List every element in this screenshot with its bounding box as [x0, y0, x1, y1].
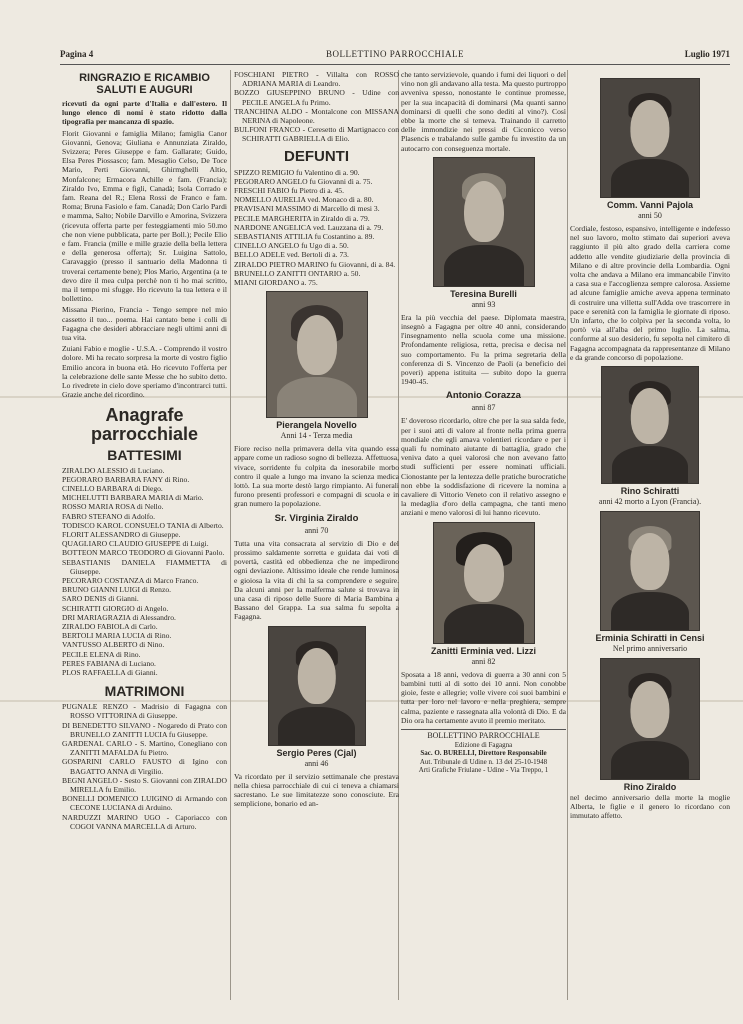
portrait-photo — [601, 366, 699, 484]
list-item: FOSCHIANI PIETRO - Villalta con ROSSO ADRIANA MARIA di Leandro. — [234, 70, 399, 89]
column-3 — [401, 70, 566, 1000]
list-item: QUAGLIARO CLAUDIO GIUSEPPE di Luigi. — [62, 539, 209, 549]
antonio-sub: anni 87 — [471, 403, 496, 413]
list-item: BOTTEON MARCO TEODORO di Giovanni Paolo. — [62, 548, 225, 558]
list-item: NARDUZZI MARINO UGO - Caporiacco con COGOI VANNA MARCELLA di Arturo. — [62, 812, 227, 831]
list-item: BELLO ADELE ved. Bertoli di a. 73. — [234, 250, 349, 260]
list-item: ZIRALDO FABIOLA di Carlo. — [62, 621, 158, 631]
list-item: BULFONI FRANCO - Ceresetto di Martignacco con SCHIRATTI GABRIELLA di Elio. — [234, 125, 399, 144]
list-item: TRANCHINA ALDO - Montalcone con MISSANA NERINA di Napoleone. — [234, 106, 399, 126]
list-item: FRESCHI FABIO fu Pietro di a. 45. — [234, 186, 344, 196]
teresina-text: Era la più vecchia del paese. Diplomata maestra, insegnò a Fagagna per oltre 40 anni, considerando l'insegnamento nella scuola come una missione. Profondamente religiosa, retta, precisa e decisa nel suo comportamento. Fu la prima segretaria della conferenza di S. Vincenzo de Paoli (a beneficio dei poveri) appena istituita — subito dopo la guerra 1940-45. — [401, 312, 566, 387]
battesimi-list — [62, 466, 227, 678]
rino-ziraldo-name: Rino Ziraldo — [623, 782, 677, 793]
list-item: GARDENAL CARLO - S. Martino, Conegliano con ZANITTI MAFALDA fu Pietro. — [62, 738, 227, 758]
photo-face — [630, 100, 669, 157]
virginia-name: Sr. Virginia Ziraldo — [274, 512, 359, 524]
pierangela-sub: Anni 14 - Terza media — [280, 431, 353, 441]
list-item: BONELLI DOMENICO LUIGINO di Armando con CECONE LUCIANA di Arduino. — [62, 794, 227, 813]
photo-face — [630, 533, 669, 590]
rino-schiratti-name: Rino Schiratti — [620, 486, 680, 497]
virginia-sub: anni 70 — [304, 525, 329, 535]
list-item: BERTOLI MARIA LUCIA di Rino. — [62, 631, 172, 641]
list-item: CINELLO BARBARA di Diego. — [62, 483, 163, 493]
photo-body — [277, 377, 357, 418]
list-item: PECILE ELENA di Rino. — [62, 649, 141, 659]
photo-face — [464, 544, 504, 602]
list-item: BOZZO GIUSEPPINO BRUNO - Udine con PECILE ANGELA fu Primo. — [234, 88, 399, 107]
teresina-sub: anni 93 — [471, 299, 496, 309]
portrait-photo — [266, 291, 368, 418]
teresina-name: Teresina Burelli — [450, 288, 517, 299]
pierangela-text: Fiore reciso nella primavera della vita quando essa appare come un radioso sogno di bellezza. Affettuosa, vivace, sorridente fu colpita da inesorabile morbo contro il quale a lungo ma invano la scienza medica lottò. La sua morte destò largo rimpianto. Ai funerali furono presenti professori e compagni di scuola e in gran numero la popolazione. — [234, 444, 399, 509]
list-item: NOMELLO AURELIA ved. Monaco di a. 80. — [234, 195, 374, 205]
ringrazio-para: Missana Pierino, Francia - Tengo sempre nel mio cassetto il tuo... poema. Hai cantato bene i colli di Fagagna che desideri abbracciare negli ultimi anni di tua vita. — [62, 305, 227, 343]
defunti-list — [234, 168, 399, 288]
header-rule — [60, 64, 730, 65]
photo-body — [611, 592, 689, 631]
list-item: DRI MARIAGRAZIA di Alessandro. — [62, 612, 176, 622]
portrait-photo — [600, 78, 700, 198]
photo-body — [611, 159, 689, 198]
header-page-number: Pagina 4 — [60, 49, 94, 59]
sergio-text: Va ricordato per il servizio settimanale che prestava nella chiesa parrocchiale di cui ci teneva a chiamarsi sacrestano. Le sue limitatezze sono conosciute. Era semplicione, bonario ed an- — [234, 771, 399, 809]
matrimoni-heading: MATRIMONI — [104, 683, 185, 700]
portrait-photo — [268, 626, 366, 746]
zanitti-sub: anni 82 — [471, 656, 496, 666]
list-item: ROSSO MARIA ROSA di Nello. — [62, 502, 164, 512]
list-item: FLORIT ALESSANDRO di Giuseppe. — [62, 529, 181, 539]
rino-ziraldo-text: nel decimo anniversario della morte la moglie Alberta, le figlie e il genero lo ricordano con immutato affetto. — [570, 793, 730, 821]
column-divider — [567, 70, 568, 1000]
list-item: BRUNELLO ZANITTI ONTARIO a. 50. — [234, 268, 361, 278]
erminia-schiratti-sub: Nel primo anniversario — [612, 644, 688, 654]
list-item: NARDONE ANGELICA ved. Lauzzana di a. 79. — [234, 222, 384, 232]
list-item: BEGNI ANGELO - Sesto S. Giovanni con ZIRALDO MIRELLA fu Emilio. — [62, 775, 227, 794]
list-item: SARO DENIS di Gianni. — [62, 594, 139, 604]
vanni-text: Cordiale, festoso, espansivo, intelligente e indefesso nel suo lavoro, molto stimato dai superiori aveva raggiunto il più alto grado della carriera come addetto alle vendite giudiziarie della provincia di Milano e di altre provincie della Lombardia. Ogni volta che andava a Milano era immancabile l'invito a casa sua e l'accoglienza sempre calorosa. Assieme ad alcune famiglie amiche aveva appena terminato di costruire una villetta sull'Adda ove trascorrere in pace e serenità con la famiglia le giornate di riposo. Un infarto, che lo colpiva per la seconda volta, lo portò via all'alba del primo luglio. La salma, conforme al suo desiderio, fu sepolta nel cimitero di Fagagna accompagnata da rappresentanze di Milano e da grande concorso di popolazione. — [570, 224, 730, 362]
masthead-authorization: Aut. Tribunale di Udine n. 13 del 25-10-1948 — [419, 757, 548, 766]
masthead-box — [401, 729, 566, 775]
photo-body — [611, 741, 689, 780]
list-item: PUGNALE RENZO - Madrisio di Fagagna con ROSSO VITTORINA di Giuseppe. — [62, 702, 227, 721]
list-item: ZIRALDO ALESSIO di Luciano. — [62, 465, 165, 475]
masthead-printer: Arti Grafiche Friulane - Udine - Via Treppo, 1 — [418, 766, 549, 775]
header-title: BOLLETTINO PARROCCHIALE — [326, 49, 464, 59]
column-2 — [234, 70, 399, 1000]
antonio-text: E' doveroso ricordarlo, oltre che per la sua salda fede, per i suoi atti di valore al fronte nella prima guerra mondiale che egli amava volentieri ricordare e per i quali fu nominato aiutante di battaglia, grado che veniva dato a quei valorosi che non avevano fatto studi sufficienti per essere nominati ufficiali. Cionostante per la lentezza delle pratiche burocratiche non ebbe la soddisfazione di ricevere la nomina a cavaliere di Vittorio Veneto con il relativo assegno e la medaglia d'oro della campagna, che tanti meno anziani e meno valorosi di lui hanno ricevuto. — [401, 416, 566, 518]
sergio-sub: anni 46 — [304, 758, 329, 768]
photo-body — [612, 446, 689, 484]
ringrazio-intro: ricevuti da ogni parte d'Italia e dall'estero. Il lungo elenco di nomi è stato ridotto dalla tipografia per mancanza di spazio. — [62, 99, 227, 127]
column-1 — [62, 70, 227, 1000]
list-item: MIANI GIORDANO a. 75. — [234, 278, 318, 288]
list-item: PECILE MARGHERITA in Ziraldo di a. 79. — [234, 213, 370, 223]
list-item: BRUNO GIANNI LUIGI di Renzo. — [62, 585, 172, 595]
ringrazio-heading: RINGRAZIO E RICAMBIO SALUTI E AUGURI — [79, 72, 210, 96]
portrait-photo — [600, 511, 700, 631]
defunti-heading: DEFUNTI — [284, 147, 349, 165]
list-item: CINELLO ANGELO fu Ugo di a. 50. — [234, 241, 349, 251]
photo-face — [297, 315, 337, 375]
list-item: PEGORARO BARBARA FANY di Rino. — [62, 474, 190, 484]
photo-face — [464, 181, 504, 242]
column-divider — [230, 70, 231, 1000]
list-item: PLOS RAFFAELLA di Gianni. — [62, 667, 158, 677]
masthead-director: Sac. O. BURELLI, Direttore Responsabile — [420, 749, 547, 758]
portrait-photo — [433, 157, 535, 287]
sergio-text-cont: che tanto servizievole, quando i fumi dei liquori o del vino non gli andavano alla testa. Ma questo purtroppo avveniva spesso, nonostante le continue promesse, per la sua incapacità di dominarsi (Ma quanti sanno dominarsi di quelli che sono dediti al vino?). Così ebbe la morte che si temeva. Trainando il carretto delle immondizie nei pressi di Ciconicco verso Plasencis e trabalando sulle gambe fu investito da un autocarro con conseguenza mortale. — [401, 70, 566, 153]
zanitti-name: Zanitti Erminia ved. Lizzi — [430, 645, 537, 656]
photo-face — [631, 388, 669, 444]
ringrazio-para: Zuiani Fabio e moglie - U.S.A. - Comprendo il vostro dolore. Mi ha recato sorpresa la morte di vostro figlio Emilio ancora in buona età. Ho ricevuto l'offerta per la celebrazione delle sante Messe che ho subito detto. Lo rivedrete in cielo dove speriamo d'incontrarci tutti. Grazie anche del ricordino. — [62, 344, 227, 400]
list-item: SCHIRATTI GIORGIO di Angelo. — [62, 603, 169, 613]
battesimi-heading: BATTESIMI — [107, 446, 182, 463]
list-item: PRAVISANI MASSIMO di Marcello di mesi 3. — [234, 204, 380, 214]
portrait-photo — [433, 522, 535, 644]
portrait-photo — [600, 658, 700, 780]
photo-face — [630, 681, 669, 739]
list-item: DI BENEDETTO SILVANO - Nogaredo di Prato con BRUNELLO ZANITTI LUCIA fu Giuseppe. — [62, 720, 227, 739]
list-item: FABRO STEFANO di Adolfo. — [62, 511, 155, 521]
list-item: PERES FABIANA di Luciano. — [62, 658, 156, 668]
list-item: ZIRALDO PIETRO MARINO fu Giovanni, di a. 84. — [234, 259, 396, 269]
list-item: PEGORARO ANGELO fu Giovanni di a. 75. — [234, 176, 373, 186]
photo-body — [444, 604, 524, 643]
list-item: TODISCO KAROL CONSUELO TANIA di Alberto. — [62, 520, 224, 530]
rino-schiratti-sub: anni 42 morto a Lyon (Francia). — [598, 497, 702, 507]
virginia-text: Tutta una vita consacrata al servizio di Dio e del prossimo saldamente sorretta e guidata dai voti di povertà, castità ed obbedienza che ne impedirono ogni deviazione. Altissimo ideale che rende luminosa e gioiosa la vita di chi la sa comprendere e seguire. Da alcuni anni per la malferma salute si trovava in una casa di riposo delle Suore di Maria Bambina a Bassano del Grappa. La sua salma fu sepolta a Fagagna. — [234, 538, 399, 622]
photo-body — [444, 245, 524, 287]
list-item: GOSPARINI CARLO FAUSTO di Igino con BAGATTO ANNA di Virgilio. — [62, 757, 227, 776]
pierangela-name: Pierangela Novello — [276, 420, 357, 431]
masthead-title: BOLLETTINO PARROCCHIALE — [427, 730, 540, 740]
list-item: SEBASTIANIS DANIELA FIAMMETTA di Giuseppe. — [62, 557, 227, 576]
zanitti-text: Sposata a 18 anni, vedova di guerra a 30 anni con 5 bambini tutti al di sotto dei 10 anni. Non conobbe gioie, feste e allegrie; volle vivere coi suoi bambini e tutta per loro nel lavoro e nella preghiera, sempre calma, paziente e rassegnata alla volontà di Dio. E da Dio ora ha certamente avuto il premio meritato. — [401, 669, 566, 725]
erminia-schiratti-name: Erminia Schiratti in Censi — [595, 633, 705, 644]
vanni-name: Comm. Vanni Pajola — [606, 200, 694, 210]
masthead-edition: Edizione di Fagagna — [454, 740, 513, 749]
list-item: VANTUSSO ALBERTO di Nino. — [62, 640, 165, 650]
photo-face — [297, 648, 335, 705]
header-date: Luglio 1971 — [684, 49, 730, 59]
list-item: MICHELUTTI BARBARA MARIA di Mario. — [62, 493, 204, 503]
list-item: PECORARO COSTANZA di Marco Franco. — [62, 575, 199, 585]
list-item: SPIZZO REMIGIO fu Valentino di a. 90. — [234, 167, 360, 177]
vanni-sub: anni 50 — [638, 211, 662, 220]
sergio-name: Sergio Peres (Cjal) — [276, 747, 357, 758]
list-item: SEBASTIANIS ATTILIA fu Costantino a. 89. — [234, 232, 375, 242]
photo-body — [278, 707, 355, 746]
antonio-name: Antonio Corazza — [446, 390, 521, 402]
ringrazio-para: Florit Giovanni e famiglia Milano; famiglia Canor Giovanni, Genova; Giuliana e Annunziata Ziraldo, Svizzera; Peres Giuseppe e fam. Gallarate; Guido, Elsa Peres Piossasco; fam. Mesaglio Celso, De Toce Mario, Perti Giovanni, Ghirmghelli Altio, Monfalcone; Ermacora Achille e fam. (Francia); Ziraldo Ivo, Emma e figli, Canadà; Isola Corrado e fam. Reana del R.; Elena Rossi de Franco e fam. Roma; Bruna Fasiolo e fam. Canadà; Don Carlo Pardi e mamma, Salto; Nobile Darvillo e Amorina, Svizzera (ricevuta offerta parte per festeggiamenti mio 50.mo che non viene pubblicata, parte per Boll.); Pecile Elio e fam. Francia (mille e mille grazie della bella lettera e della generosa offerta); Sr. Luigina Sattolo, Caravaggio (presso il santuario della Madonna ti troverai certamente bene); Plos Mario, Argentina (a te devo dire il mea culpa perchè non ti ho mai scritto, ma il tempo mi sfugge. Ho ricevuto la tua lettera e il bollettino. — [62, 128, 227, 304]
anagrafe-heading: Anagrafe parrocchiale — [90, 404, 199, 444]
page-header — [60, 50, 730, 64]
matrimoni-list — [62, 702, 227, 831]
column-4 — [570, 70, 730, 1000]
